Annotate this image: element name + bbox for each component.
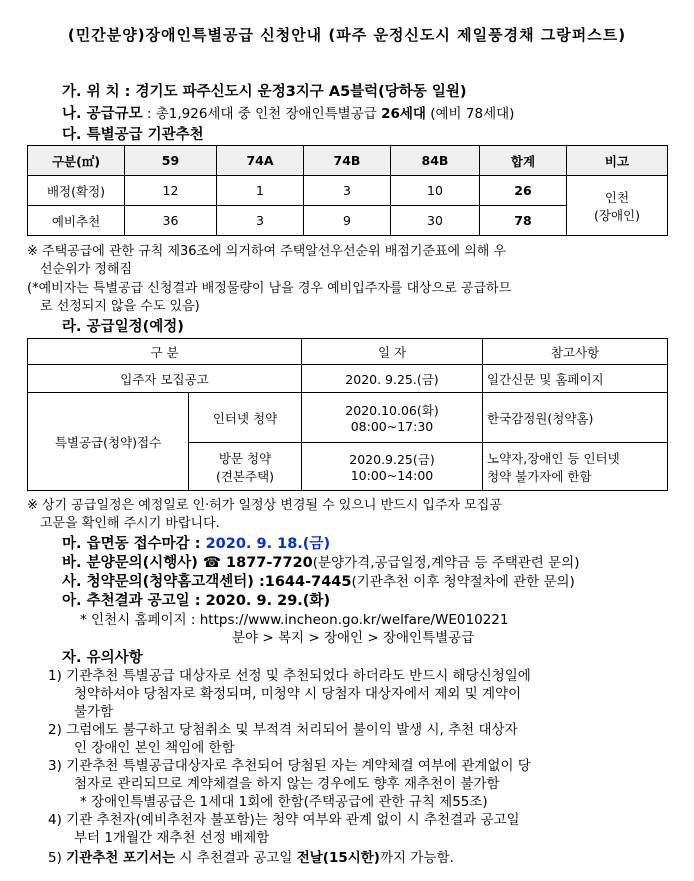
allocation-table — [27, 145, 668, 236]
note-reserve-line1: (*예비자는 특별공급 신청결과 배정물량이 남을 경우 예비입주자를 대상으로 공급하므 — [27, 281, 512, 296]
special-supply-heading: 다. 특별공급 기관추천 — [62, 127, 204, 143]
remark-cell — [567, 176, 668, 236]
table-cell: 입주자 모집공고 — [28, 365, 302, 393]
supply-scale-pre: : 총1,926세대 중 인천 장애인특별공급 — [142, 106, 382, 122]
note-reserve-line2: 로 선정되지 않을 수도 있음) — [40, 299, 200, 314]
homepage-path: 분야 > 복지 > 장애인 > 장애인특별공급 — [232, 630, 475, 646]
table-cell: 1 — [217, 176, 304, 206]
precaution-item-2-line1: 2) 그럼에도 불구하고 당첨취소 및 부적격 처리되어 불이익 발생 시, 추천 대상자 — [48, 722, 518, 738]
remark-line2: (장애인) — [594, 207, 640, 223]
method-line: 방문 청약 — [218, 450, 272, 466]
item-5-mid: 시 추천결과 공고일 — [175, 850, 297, 866]
group-label-cell: 특별공급(청약)접수 — [28, 393, 189, 491]
location-value: 경기도 파주신도시 운정3지구 A5블럭(당하동 일원) — [135, 84, 467, 100]
precaution-item-4-line1: 4) 기관 추천자(예비추천자 불포함)는 청약 여부와 관계 없이 시 추천결과 공고일 — [48, 812, 520, 828]
precaution-item-1-line3: 불가함 — [74, 704, 114, 720]
total-cell: 78 — [480, 206, 567, 236]
table-header: 74A — [217, 146, 304, 176]
precaution-item-5 — [48, 846, 454, 866]
table-cell: 30 — [391, 206, 480, 236]
table-header: 구분(㎡) — [28, 146, 125, 176]
sales-inquiry-label: 바. 분양문의(시행사) ☎ 1877-7720 — [62, 555, 313, 571]
item-5-bold-2: 전날(15시한) — [296, 850, 380, 866]
time-line: 10:00~14:00 — [350, 468, 434, 483]
table-cell: 9 — [304, 206, 391, 236]
table-header: 59 — [125, 146, 217, 176]
table-header: 74B — [304, 146, 391, 176]
table-header: 구 분 — [28, 339, 302, 365]
table-header: 일 자 — [302, 339, 483, 365]
subscription-inquiry-line — [62, 570, 575, 591]
table-header-row — [28, 146, 668, 176]
deadline-label: 마. 읍면동 접수마감 : — [62, 536, 206, 552]
ref-line: 청약 불가자에 한함 — [487, 468, 592, 484]
table-cell: 12 — [125, 176, 217, 206]
table-header: 84B — [391, 146, 480, 176]
precaution-item-3-line3: * 장애인특별공급은 1세대 1회에 한함(주택공급에 관한 규칙 제55조) — [80, 794, 488, 810]
date-line: 2020.10.06(화) — [345, 403, 439, 418]
supply-scale-line — [62, 102, 514, 123]
item-5-post: 까지 가능함. — [379, 850, 454, 866]
schedule-heading: 라. 공급일정(예정) — [62, 319, 184, 335]
deadline-line — [62, 532, 330, 553]
table-cell: 한국감정원(청약홈) — [483, 393, 668, 443]
table-header: 참고사항 — [483, 339, 668, 365]
supply-scale-label: 나. 공급규모 — [62, 106, 143, 122]
homepage-url[interactable]: * 인천시 홈페이지 : https://www.incheon.go.kr/welfare/WE010221 — [80, 612, 509, 628]
location-label: 가. 위 치 : — [62, 84, 136, 100]
table-row — [28, 393, 668, 443]
remark-line1: 인천 — [604, 189, 630, 205]
precaution-item-1-line2: 청약하셔야 당첨자로 확정되며, 미청약 시 당첨자 대상자에서 제외 및 계약이 — [74, 686, 522, 702]
note-priority-line1: ※ 주택공급에 관한 규칙 제36조에 의거하여 주택알선우선순위 배점기준표에 의해 우 — [27, 244, 507, 259]
precaution-item-3-line2: 첨자로 관리되므로 계약체결을 하지 않는 경우에도 향후 재추천이 불가함 — [74, 776, 500, 792]
note-priority-line2: 선순위가 정해짐 — [40, 262, 133, 277]
precaution-item-4-line2: 부터 1개월간 재추천 선정 배제함 — [74, 830, 270, 846]
table-cell: 일간신문 및 홈페이지 — [483, 365, 668, 393]
precaution-item-2-line2: 인 장애인 본인 책임에 한함 — [74, 740, 235, 756]
supply-scale-count: 26세대 — [381, 106, 426, 122]
table-cell: 10 — [391, 176, 480, 206]
table-cell — [483, 443, 668, 491]
result-date-value: 2020. 9. 29.(화) — [205, 593, 331, 609]
table-cell — [189, 443, 302, 491]
row-label: 배정(확정) — [28, 176, 125, 206]
total-cell: 26 — [480, 176, 567, 206]
note-schedule-line1: ※ 상기 공급일정은 예정일로 인·허가 일정상 변경될 수 있으니 반드시 입주자 모집공 — [27, 498, 502, 513]
result-date-label: 아. 추천결과 공고일 : — [62, 593, 206, 609]
table-cell — [302, 393, 483, 443]
row-label: 예비추천 — [28, 206, 125, 236]
precautions-heading: 자. 유의사항 — [62, 650, 143, 666]
schedule-table — [27, 338, 668, 491]
table-row — [28, 365, 668, 393]
sales-inquiry-line — [62, 551, 580, 572]
table-row — [28, 176, 668, 206]
precaution-item-1-line1: 1) 기관추천 특별공급 대상자로 선정 및 추천되었다 하더라도 반드시 해당신청일에 — [48, 668, 531, 684]
sales-inquiry-note: (분양가격,공급일정,계약금 등 주택관련 문의) — [312, 555, 580, 571]
time-line: 08:00~17:30 — [350, 419, 434, 434]
page-title: (민간분양)장애인특별공급 신청안내 (파주 운정신도시 제일풍경채 그랑퍼스트) — [67, 26, 627, 44]
table-cell: 3 — [217, 206, 304, 236]
location-line — [62, 80, 467, 101]
table-cell — [302, 443, 483, 491]
method-sub-line: (견본주택) — [215, 468, 275, 484]
ref-line: 노약자,장애인 등 인터넷 — [487, 450, 620, 466]
item-5-bold-1: 기관추천 포기서는 — [66, 850, 176, 866]
table-header-row — [28, 339, 668, 365]
date-line: 2020.9.25(금) — [349, 452, 435, 467]
item-5-number: 5) — [48, 850, 67, 866]
supply-scale-post: (예비 78세대) — [425, 106, 515, 122]
deadline-value: 2020. 9. 18.(금) — [205, 536, 331, 552]
precaution-item-3-line1: 3) 기관추천 특별공급대상자로 추천되어 당첨된 자는 계약체결 여부에 관계없이 당 — [48, 758, 531, 774]
note-schedule-line2: 고문을 확인해 주시기 바랍니다. — [40, 516, 220, 531]
subscription-inquiry-label: 사. 청약문의(청약홈고객센터) :1644-7445 — [62, 574, 352, 590]
table-cell: 2020. 9.25.(금) — [302, 365, 483, 393]
subscription-inquiry-note: (기관추천 이후 청약절차에 관한 문의) — [351, 574, 575, 590]
table-cell: 인터넷 청약 — [189, 393, 302, 443]
table-header: 비고 — [567, 146, 668, 176]
result-date-line — [62, 589, 330, 610]
table-header: 합계 — [480, 146, 567, 176]
table-cell: 36 — [125, 206, 217, 236]
table-cell: 3 — [304, 176, 391, 206]
